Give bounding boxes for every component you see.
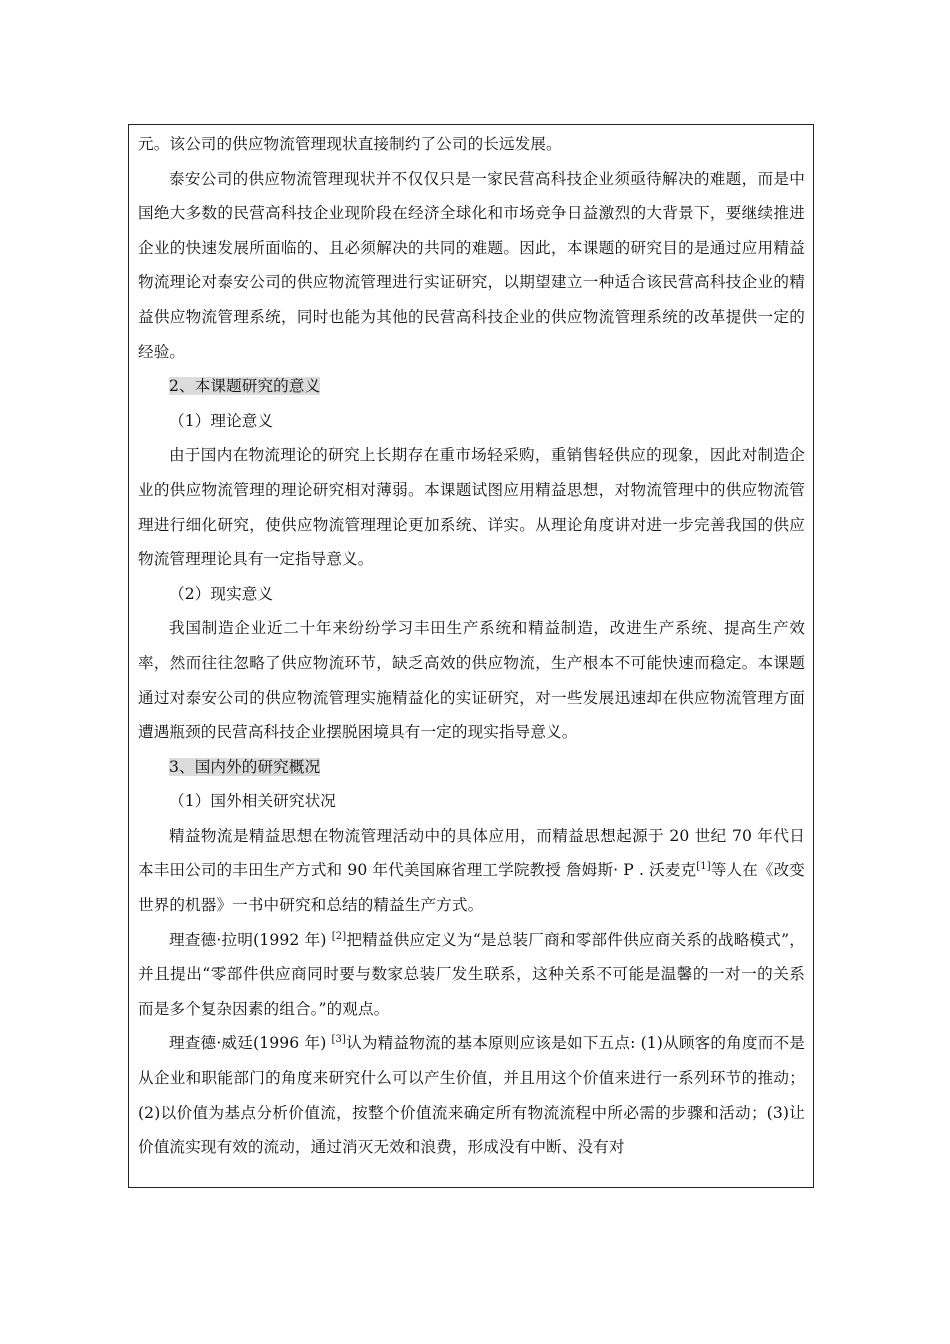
citation-ref: [1] bbox=[696, 861, 711, 873]
text-segment: 理查德·拉明(1992 年) bbox=[169, 930, 332, 949]
heading-highlight: 2、本课题研究的意义 bbox=[169, 377, 321, 396]
text-segment: 认为精益物流的基本原则应该是如下五点: (1)从顾客的角度而不是从企业和职能部门的角度来研究什么可以产生价值，并且用这个价值来进行一系列环节的推动；(2)以价值为基点分析价值流，按整个价值流来确定所有物流流程中所必需的步骤和活动；(3)让价值流实现有效的流动，通过消灭无效和浪费，形成没有中断、没有对 bbox=[138, 1034, 805, 1157]
paragraph-continuation: 元。该公司的供应物流管理现状直接制约了公司的长远发展。 bbox=[138, 135, 562, 153]
paragraph-lean-logistics bbox=[138, 819, 805, 923]
paragraph-practice: 我国制造企业近二十年来纷纷学习丰田生产系统和精益制造，改进生产系统、提高生产效率，然而往往忽略了供应物流环节，缺乏高效的供应物流，生产根本不可能快速而稳定。本课题通过对泰安公司的供应物流管理实施精益化的实证研究，对一些发展迅速却在供应物流管理方面遭遇瓶颈的民营高科技企业摆脱困境具有一定的现实指导意义。 bbox=[138, 619, 805, 742]
text-segment: 把精益供应定义为“是总装厂商和零部件供应商关系的战略模式”，并且提出“零部件供应商同时要与数家总装厂发生联系，这种关系不可能是温馨的一对一的关系而是多个复杂因素的组合。”的观点。 bbox=[138, 930, 805, 1018]
text-segment: 等人在《改变世界的机器》一书中研究和总结的精益生产方式。 bbox=[138, 861, 805, 915]
subheading-theory: （1）理论意义 bbox=[169, 411, 274, 430]
paragraph-research-purpose: 泰安公司的供应物流管理现状并不仅仅只是一家民营高科技企业须亟待解决的难题，而是中国绝大多数的民营高科技企业现阶段在经济全球化和市场竞争日益激烈的大背景下，要继续推进企业的快速发展所面临的、且必须解决的共同的难题。因此，本课题的研究目的是通过应用精益物流理论对泰安公司的供应物流管理进行实证研究，以期望建立一种适合该民营高科技企业的精益供应物流管理系统，同时也能为其他的民营高科技企业的供应物流管理系统的改革提供一定的经验。 bbox=[138, 169, 805, 361]
paragraph-whitting bbox=[138, 1026, 805, 1164]
citation-ref: [2] bbox=[331, 930, 347, 942]
section-heading-overview bbox=[138, 750, 805, 785]
section-heading-significance bbox=[138, 369, 805, 404]
citation-ref: [3] bbox=[331, 1034, 347, 1046]
paragraph-theory: 由于国内在物流理论的研究上长期存在重市场轻采购，重销售轻供应的现象，因此对制造企业的供应物流管理的理论研究相对薄弱。本课题试图应用精益思想，对物流管理中的供应物流管理进行细化研究，使供应物流管理理论更加系统、详实。从理论角度讲对进一步完善我国的供应物流管理理论具有一定指导意义。 bbox=[138, 446, 805, 569]
paragraph-lamming bbox=[138, 923, 805, 1027]
text-segment: 理查德·威廷(1996 年) bbox=[169, 1034, 332, 1053]
heading-highlight: 3、国内外的研究概况 bbox=[169, 757, 321, 776]
subheading-foreign-research: （1）国外相关研究状况 bbox=[169, 792, 336, 811]
document-frame bbox=[128, 124, 814, 1188]
subheading-practice: （2）现实意义 bbox=[169, 584, 274, 603]
text-segment: 精益物流是精益思想在物流管理活动中的具体应用，而精益思想起源于 20 世纪 70 年代日本丰田公司的丰田生产方式和 90 年代美国麻省理工学院教授 詹姆斯· P . 沃麦克 bbox=[138, 826, 805, 880]
